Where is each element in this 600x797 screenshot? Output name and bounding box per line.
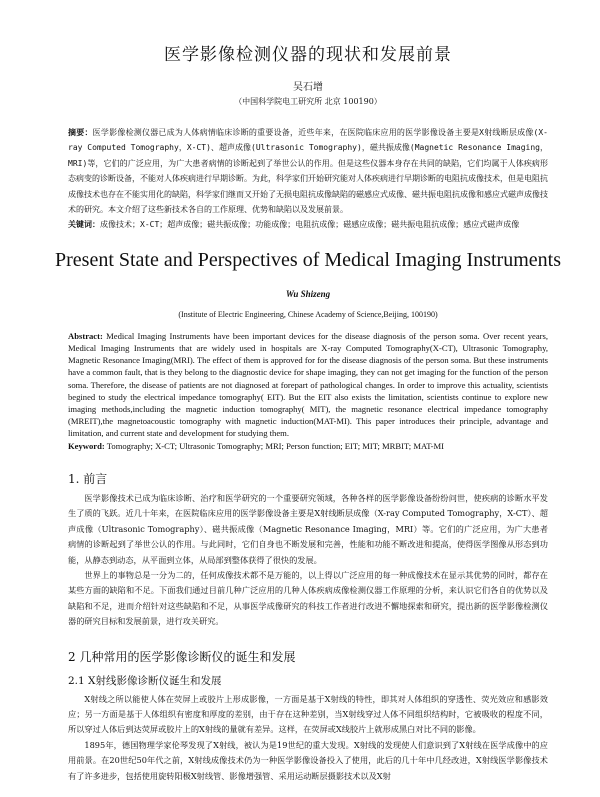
section-2-1-heading: 2.1 X射线影像诊断仪诞生和发展 bbox=[68, 674, 222, 687]
en-abstract-text: Medical Imaging Instruments have been important devices for the disease diagnosis of the person soma. Over recent years, Medical Imaging Instruments that are widely used in hospitals are X-ray Computed Tomography(X-CT), Ultrasonic Tomography, Magnetic Resonance Imaging(MRI). The effect of them is approved for for the disease diagnosis of the person soma. But these instruments have a common fault, that is they belong to the diagnostic device for shape imaging, they can not get imaging for the function of the person soma. Therefore, the disease of patients are not diagnosed at forepart of pathological changes. In order to improve this actuality, scientists begined to study the electrical impedance tomography( EIT). But the EIT also exists the limitation, scientists continue to explore new imaging methods,including the magnetic induction tomography( MIT), the magnetic resonance electrical impedance tomography (MREIT),the magnetoacoustic tomography with magnetic induction(MAT-MI). This paper introduces their principle, advantage and limitation, and current state and development for studying them. bbox=[68, 330, 548, 439]
section-2-heading: 2 几种常用的医学影像诊断仪的诞生和发展 bbox=[68, 649, 296, 664]
section-1-heading: 1. 前言 bbox=[68, 471, 108, 486]
cn-keywords bbox=[68, 217, 548, 232]
en-title: Present State and Perspectives of Medical Imaging Instruments bbox=[55, 248, 561, 271]
section-2-1-paragraph: 1895年，德国物理学家伦琴发现了X射线，被认为是19世纪的重大发现。X射线的发现使人们意识到了X射线在医学成像中的应用前景。在20世纪50年代之前，X射线成像技术仍为一种医学影像设备投入了使用，此后的几十年中几经改进，X射线医学影像技术有了许多进步，包括使用旋转阳极X射线管、影像增强管、采用运动断层摄影技术以及X射 bbox=[68, 739, 548, 781]
cn-affiliation: （中国科学院电工研究所 北京 100190） bbox=[234, 97, 382, 106]
en-author: Wu Shizeng bbox=[285, 288, 331, 299]
cn-abstract-text: 医学影像检测仪器已成为人体病情临床诊断的重要设备，近些年来，在医院临床应用的医学影像设备主要是X射线断层成像(X-ray Computed Tomography，X-CT)、超声成像(Ultrasonic Tomography)，磁共振成像(Magnetic Resonance Imaging，MRI)等，它们的广泛应用，为广大患者病情的诊断起到了举世公认的作用。但是这些仪器本身存在共同的缺陷，它们均属于人体疾病形态病变的诊断设备，不能对人体疾病进行早期诊断。为此，科学家们开始研究能对人体疾病进行早期诊断的电阻抗成像技术，但是电阻抗成像技术也存在不能实用化的缺陷，科学家们继而又开始了无损电阻抗成像缺陷的磁感应式成像、磁共振电阻抗成像和感应式磁声成像技术的研究。本文介绍了这些新技术各自的工作原理、优势和缺陷以及发展前景。 bbox=[68, 128, 548, 215]
cn-keywords-text: 成像技术；X-CT；超声成像；磁共振成像；功能成像；电阻抗成像；磁感应成像；磁共振电阻抗成像；感应式磁声成像 bbox=[100, 220, 520, 230]
en-abstract-label: Abstract: bbox=[68, 330, 103, 341]
en-keywords-label: Keyword: bbox=[68, 440, 105, 451]
cn-abstract bbox=[68, 125, 548, 217]
en-abstract bbox=[68, 330, 548, 440]
cn-author: 吴石增 bbox=[293, 82, 323, 93]
cn-keywords-label: 关键词： bbox=[68, 220, 100, 230]
en-affiliation: (Institute of Electric Engineering, Chinese Academy of Science,Beijing, 100190) bbox=[178, 309, 438, 319]
cn-abstract-label: 摘要： bbox=[68, 128, 93, 137]
cn-title: 医学影像检测仪器的现状和发展前景 bbox=[164, 45, 452, 65]
section-1-paragraph: 世界上的事物总是一分为二的，任何成像技术都不是万能的，以上得以广泛应用的每一种成像技术在显示其优势的同时，都存在某些方面的缺陷和不足。下面我们通过目前几种广泛应用的几种人体疾病成像检测仪器工作原理的分析，来认识它们各自的优势以及缺陷和不足，进而介绍针对这些缺陷和不足，从事医学成像研究的科技工作者进行改进不懈地探索和研究，提出新的医学影像检测仪器的研究目标和发展前景，进行攻关研究。 bbox=[68, 569, 548, 627]
section-2-1-paragraph: X射线之所以能使人体在荧屏上或胶片上形成影像，一方面是基于X射线的特性，即其对人体组织的穿透性、荧光效应和感影效应；另一方面是基于人体组织有密度和厚度的差别，由于存在这种差别，当X射线穿过人体不同组织结构时，它被吸收的程度不同，所以穿过人体后到达荧屏或胶片上的X射线的量就有差异。这样，在荧屏或X线胶片上就形成黑白对比不同的影像。 bbox=[68, 693, 548, 735]
section-1-paragraph: 医学影像技术已成为临床诊断、治疗和医学研究的一个重要研究领域，各种各样的医学影像设备纷纷问世，使疾病的诊断水平发生了质的飞跃。近几十年来，在医院临床应用的医学影像设备主要是X射线断层成像（X-ray Computed Tomography，X-CT）、超声成像（Ultrasonic Tomography）、磁共振成像（Magnetic Resonance Imaging，MRI）等。它们的广泛应用，为广大患者病情的诊断起到了举世公认的作用。与此同时，它们自身也不断发展和完善，性能和功能不断改进和提高，使得医学图像从形态到功能，从静态到动态，从平面到立体，从局部到整体获得了很快的发展。 bbox=[68, 492, 548, 565]
en-keywords bbox=[68, 440, 548, 452]
en-keywords-text: Tomography; X-CT; Ultrasonic Tomography; MRI; Person function; EIT; MIT; MRBIT; MAT-MI bbox=[104, 440, 445, 451]
